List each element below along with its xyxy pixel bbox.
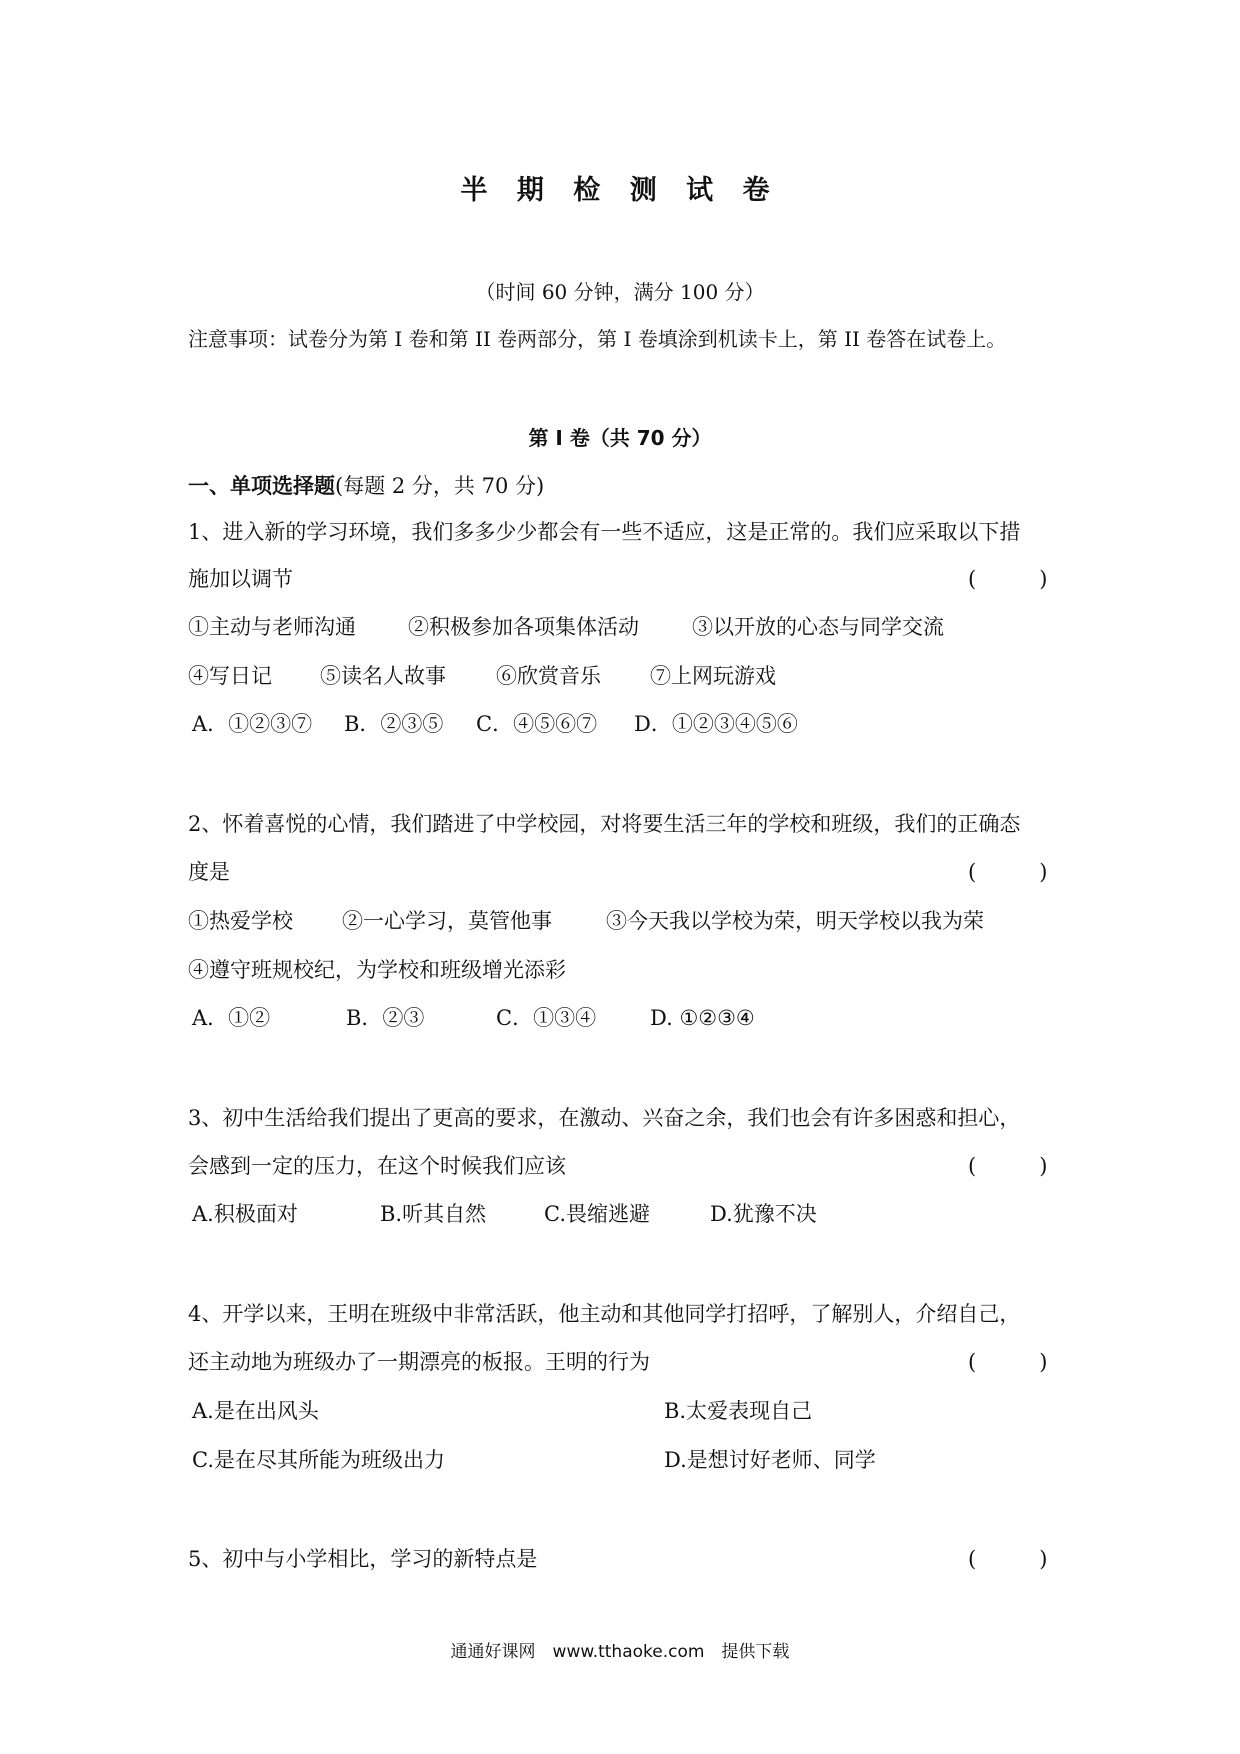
page-title: 半 期 检 测 试 卷: [460, 175, 780, 206]
question-2-stem: 2、怀着喜悦的心情，我们踏进了中学校园，对将要生活三年的学校和班级，我们的正确态: [188, 812, 1021, 836]
answer-paren: ( ): [968, 860, 1048, 884]
question-1-choice-a: A．①②③⑦: [192, 712, 313, 736]
question-4-stem-cont: 还主动地为班级办了一期漂亮的板报。王明的行为: [188, 1350, 650, 1374]
answer-paren: ( ): [968, 1547, 1048, 1571]
exam-time-info: （时间 60 分钟，满分 100 分）: [475, 280, 765, 304]
question-3-choice-d: D.犹豫不决: [710, 1202, 817, 1226]
question-3-choice-b: B.听其自然: [380, 1202, 487, 1226]
question-2-item: ③今天我以学校为荣，明天学校以我为荣: [606, 909, 984, 933]
question-2-choice-c: C．①③④: [496, 1006, 597, 1030]
question-3-choice-a: A.积极面对: [192, 1202, 298, 1226]
question-1-item: ②积极参加各项集体活动: [408, 615, 639, 639]
question-4-choice-c: C.是在尽其所能为班级出力: [192, 1448, 445, 1472]
question-1-choice-d: D．①②③④⑤⑥: [634, 712, 798, 736]
question-1-stem: 1、进入新的学习环境，我们多多少少都会有一些不适应，这是正常的。我们应采取以下措: [188, 520, 1021, 544]
question-4-choice-b: B.太爱表现自己: [664, 1399, 813, 1423]
answer-paren: ( ): [968, 1154, 1048, 1178]
part-heading: [188, 472, 544, 500]
question-1-choice-b: B．②③⑤: [344, 712, 444, 736]
question-2-choice-b: B．②③: [346, 1006, 425, 1030]
question-3-stem: 3、初中生活给我们提出了更高的要求，在激动、兴奋之余，我们也会有许多困惑和担心，: [188, 1106, 1021, 1130]
answer-paren: ( ): [968, 567, 1048, 591]
part-heading-note: (每题 2 分，共 70 分): [335, 474, 545, 498]
question-3-choice-c: C.畏缩逃避: [544, 1202, 650, 1226]
question-2-choice-a: A．①②: [192, 1006, 271, 1030]
question-1-item: ⑥欣赏音乐: [496, 664, 601, 688]
question-1-choice-c: C．④⑤⑥⑦: [476, 712, 598, 736]
question-2-item: ②一心学习，莫管他事: [342, 909, 552, 933]
question-2-stem-cont: 度是: [188, 860, 230, 884]
exam-notice: 注意事项：试卷分为第 I 卷和第 II 卷两部分，第 I 卷填涂到机读卡上，第 II 卷答在试卷上。: [188, 327, 1007, 351]
answer-paren: ( ): [968, 1350, 1048, 1374]
question-1-stem-cont: 施加以调节: [188, 567, 293, 591]
question-2-item: ①热爱学校: [188, 909, 293, 933]
question-4-choice-a: A.是在出风头: [192, 1399, 319, 1423]
question-1-item: ④写日记: [188, 664, 272, 688]
question-4-stem: 4、开学以来，王明在班级中非常活跃，他主动和其他同学打招呼，了解别人，介绍自己，: [188, 1302, 1021, 1326]
question-3-stem-cont: 会感到一定的压力，在这个时候我们应该: [188, 1154, 566, 1178]
question-1-item: ⑦上网玩游戏: [650, 664, 776, 688]
question-1-item: ⑤读名人故事: [320, 664, 446, 688]
question-4-choice-d: D.是想讨好老师、同学: [664, 1448, 876, 1472]
question-1-item: ①主动与老师沟通: [188, 615, 356, 639]
question-1-item: ③以开放的心态与同学交流: [692, 615, 944, 639]
page-footer: 通通好课网 www.tthaoke.com 提供下载: [450, 1642, 790, 1662]
question-5-stem: 5、初中与小学相比，学习的新特点是: [188, 1547, 538, 1571]
part-heading-label: 一、单项选择题: [188, 474, 335, 498]
question-2-choice-d: D. ①②③④: [650, 1006, 755, 1030]
section-title: 第 I 卷（共 70 分）: [528, 426, 712, 450]
question-2-item: ④遵守班规校纪，为学校和班级增光添彩: [188, 958, 566, 982]
